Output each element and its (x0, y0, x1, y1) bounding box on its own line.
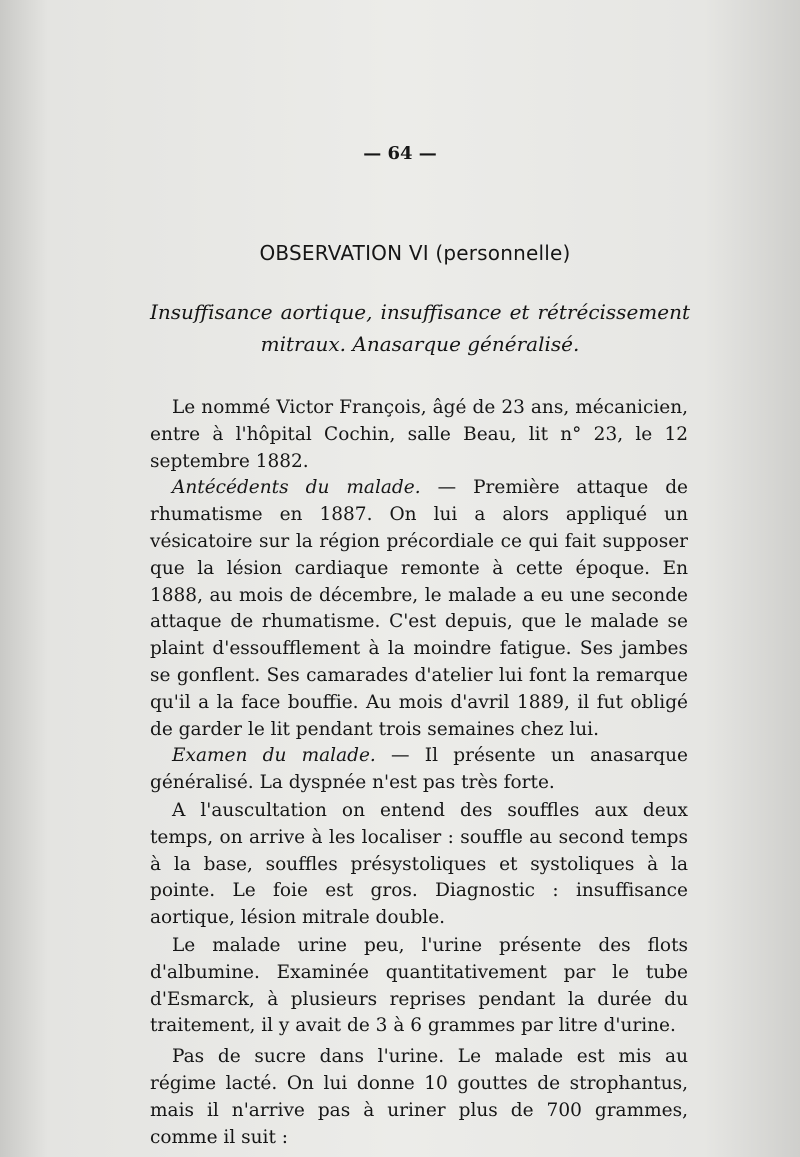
paragraph (150, 933, 688, 1040)
paragraph (150, 475, 688, 743)
observation-subtitle: Insuffisance aortique, insuffisance et rétrécissement mitraux. Anasarque généralisé. (150, 300, 690, 356)
section-lead: Antécédents du malade. (172, 477, 421, 499)
paragraph (150, 743, 688, 797)
body-text (150, 395, 688, 1151)
observation-title: OBSERVATION VI (personnelle) (259, 241, 571, 265)
paragraph (150, 395, 688, 475)
paragraph-text: Le malade urine peu, l'urine présente des flots d'albumine. Examinée quantitativement par le tube d'Esmarck, à plusieurs reprises pendant la durée du traitement, il y avait de 3 à 6 grammes par litre d'urine. (150, 934, 688, 1037)
paragraph-text: Pas de sucre dans l'urine. Le malade est mis au régime lacté. On lui donne 10 gouttes de strophantus, mais il n'arrive pas à uriner plus de 700 grammes, comme il suit : (150, 1046, 688, 1148)
paragraph-text: — Première attaque de rhumatisme en 1887. On lui a alors appliqué un vésicatoire sur la région précordiale ce qui fait supposer que la lésion cardiaque remonte à cette époque. En 1888, au mois de décembre, le malade a eu une seconde attaque de rhumatisme. C'est depuis, que le malade se plaint d'essoufflement à la moindre fatigue. Ses jambes se gonflent. Ses camarades d'atelier lui font la remarque qu'il a la face bouffie. Au mois d'avril 1889, il fut obligé de garder le lit pendant trois semaines chez lui. (150, 477, 688, 740)
paragraph (150, 1044, 688, 1151)
paragraph-text: A l'auscultation on entend des souffles aux deux temps, on arrive à les localiser : souffle au second temps à la base, souffles présystoliques et systoliques à la pointe. Le foie est gros. Diagnostic : insuffisance aortique, lésion mitrale double. (150, 799, 688, 929)
paragraph-text: Le nommé Victor François, âgé de 23 ans, mécanicien, entre à l'hôpital Cochin, salle Beau, lit n° 23, le 12 septembre 1882. (150, 397, 688, 472)
page-number: — 64 — (363, 143, 437, 164)
section-lead: Examen du malade. (172, 745, 376, 767)
paragraph (150, 798, 688, 932)
paragraph-text: — Il présente un anasarque généralisé. La dyspnée n'est pas très forte. (150, 745, 688, 794)
